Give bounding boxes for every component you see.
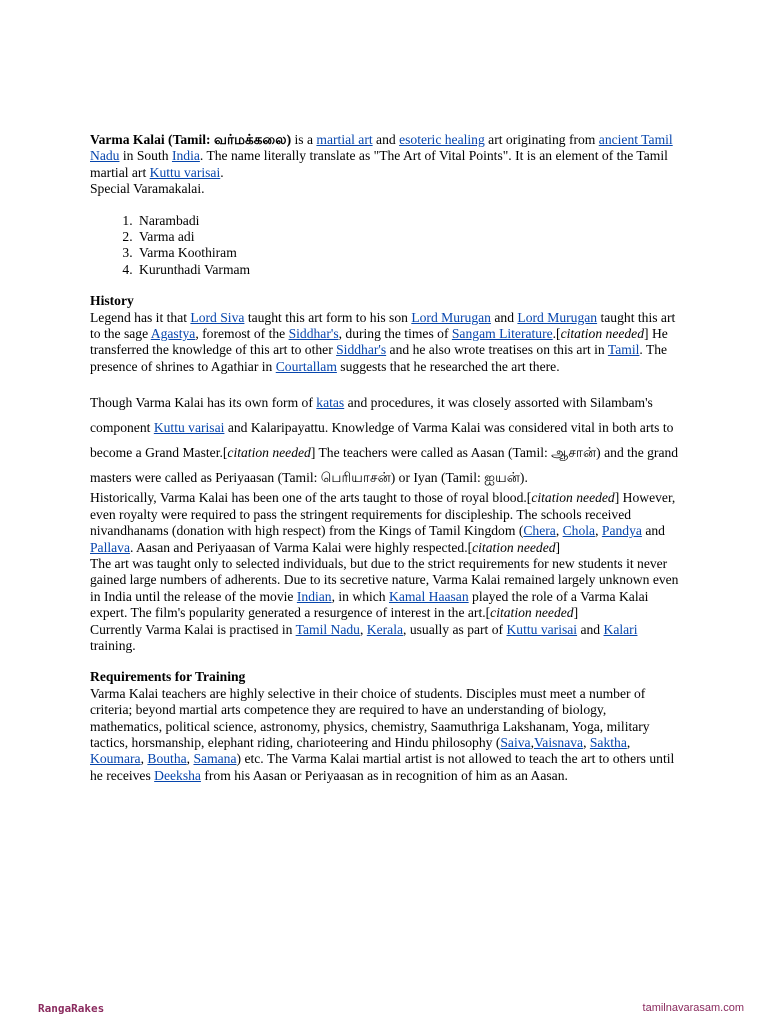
- history-paragraph-5: [90, 622, 680, 655]
- text: ) etc. The Varma Kalai martial artist is not allowed to teach the art to others until he receives: [90, 751, 675, 783]
- history-paragraph-3: [90, 490, 680, 556]
- list-item: 1. Narambadi: [136, 213, 680, 229]
- text: , during the times of: [338, 326, 452, 342]
- link-chera[interactable]: Chera: [523, 523, 556, 539]
- text: Historically, Varma Kalai has been one of the arts taught to those of royal blood.[: [90, 490, 532, 506]
- link-lord-siva[interactable]: Lord Siva: [190, 309, 245, 325]
- history-paragraph-1: [90, 310, 680, 376]
- text: and: [577, 621, 604, 637]
- footer-site: tamilnavarasam.com: [642, 1002, 744, 1014]
- link-siddhars-2[interactable]: Siddhar's: [336, 342, 387, 358]
- link-kamal-haasan[interactable]: Kamal Haasan: [389, 588, 469, 604]
- link-indian[interactable]: Indian: [296, 588, 332, 604]
- link-sangam-literature[interactable]: Sangam Literature: [451, 326, 553, 342]
- text: training.: [90, 637, 136, 653]
- document-body: [90, 132, 680, 784]
- text: ]: [573, 605, 579, 621]
- link-katas[interactable]: katas: [316, 395, 345, 411]
- link-india[interactable]: India: [171, 148, 200, 164]
- text: is a: [291, 132, 317, 147]
- text: , usually as part of: [403, 621, 507, 637]
- list-item: 4. Kurunthadi Varmam: [136, 262, 680, 278]
- text: taught this art to the sage: [90, 309, 676, 342]
- article-title: Varma Kalai (Tamil: வர்மக்கலை): [90, 132, 292, 147]
- text: ,: [595, 523, 602, 539]
- link-kuttu-varisai[interactable]: Kuttu varisai: [149, 164, 221, 180]
- list-item: 3. Varma Koothiram: [136, 245, 680, 261]
- text: suggests that he researched the art there.: [336, 358, 560, 374]
- text: .[: [552, 326, 561, 342]
- text: ] He transferred the knowledge of this art to other: [90, 326, 668, 358]
- link-boutha[interactable]: Boutha: [147, 751, 187, 767]
- citation-needed: citation needed: [531, 490, 615, 506]
- text: Legend has it that: [90, 309, 191, 325]
- link-lord-murugan-2[interactable]: Lord Murugan: [517, 309, 598, 325]
- citation-needed: citation needed: [227, 445, 311, 461]
- text: and: [490, 309, 518, 325]
- citation-needed: citation needed: [472, 539, 556, 555]
- link-koumara[interactable]: Koumara: [90, 751, 141, 767]
- text: Currently Varma Kalai is practised in: [90, 621, 296, 637]
- text: played the role of a Varma Kalai expert. The film's popularity generated a resurgence of interest in the art.[: [90, 588, 649, 621]
- link-chola[interactable]: Chola: [562, 523, 596, 539]
- text: and: [372, 132, 400, 147]
- text: from his Aasan or Periyaasan as in recognition of him as an Aasan.: [200, 767, 568, 783]
- citation-needed: citation needed: [490, 605, 574, 621]
- text: The art was taught only to selected individuals, but due to the strict requirements for new students it never gained large numbers of adherents. Due to its secretive nature, Varma Kalai remained largely unknown even in India until the release of the movie: [90, 555, 679, 604]
- link-kuttu-varisai-3[interactable]: Kuttu varisai: [506, 621, 578, 637]
- text: ]: [555, 539, 561, 555]
- text: Though Varma Kalai has its own form of: [90, 395, 317, 411]
- text: and he also wrote treatises on this art in: [386, 342, 608, 358]
- link-kuttu-varisai-2[interactable]: Kuttu varisai: [153, 420, 225, 436]
- link-tamil-nadu[interactable]: Tamil Nadu: [295, 621, 360, 637]
- text: .: [220, 164, 224, 180]
- link-saiva[interactable]: Saiva: [500, 734, 531, 750]
- text: . The name literally translate as "The Art of Vital Points". It is an element of the Tamil martial art: [90, 148, 668, 180]
- text: in South: [119, 148, 172, 164]
- text: . The presence of shrines to Agathiar in: [90, 342, 668, 374]
- varma-list: [90, 213, 680, 279]
- link-kerala[interactable]: Kerala: [366, 621, 404, 637]
- link-kalari[interactable]: Kalari: [603, 621, 638, 637]
- text: and Kalaripayattu. Knowledge of Varma Kalai was considered vital in both arts to become a Grand Master.[: [90, 420, 674, 461]
- link-deeksha[interactable]: Deeksha: [154, 767, 201, 783]
- link-siddhars[interactable]: Siddhar's: [288, 326, 339, 342]
- history-paragraph-4: [90, 556, 680, 622]
- text: ] The teachers were called as Aasan (Tamil: ஆசான்) and the grand masters were called as Periyaasan (Tamil: பெரியாசன்) or Iyan (Tamil: ஐயன்).: [90, 445, 679, 486]
- text: , foremost of the: [195, 326, 289, 342]
- special-line: Special Varamakalai.: [90, 181, 205, 197]
- text: ,: [555, 523, 563, 539]
- citation-needed: citation needed: [560, 326, 645, 342]
- link-esoteric-healing[interactable]: esoteric healing: [399, 132, 485, 147]
- text: ,: [359, 621, 367, 637]
- text: art originating from: [484, 132, 599, 147]
- training-heading: Requirements for Training: [90, 669, 246, 685]
- list-item: 2. Varma adi: [136, 229, 680, 245]
- link-agastya[interactable]: Agastya: [150, 326, 196, 342]
- text: ] However, even royalty were required to pass the stringent requirements for discipleship. The schools received nivandhanams (donation with high respect) from the Kings of Tamil Kingdom (: [90, 490, 676, 539]
- link-samana[interactable]: Samana: [193, 751, 237, 767]
- training-paragraph: Varma Kalai teachers are highly selective in their choice of students. Disciples must meet a number of criteria; beyond martial arts competence they are required to have an understanding of biology, mathematics, political science, astronomy, physics, chemistry, Saamuthriga Lakshanam, Yoga, military tactics, horsmanship, elephant riding, charioteering and Hindu philosophy (Saiva,Vaisnava, Saktha, Koumara, Boutha, Samana) etc. The Varma Kalai martial artist is not allowed to teach the art to others until he receives Deeksha from his Aasan or Periyaasan as in recognition of him as an Aasan.: [90, 685, 675, 783]
- link-ancient-tamil-nadu[interactable]: ancient Tamil Nadu: [90, 132, 673, 164]
- link-tamil[interactable]: Tamil: [607, 342, 640, 358]
- history-heading: History: [90, 293, 134, 309]
- intro-paragraph: [90, 132, 680, 181]
- text: Varma Kalai teachers are highly selective in their choice of students. Disciples must meet a number of criteria; beyond martial arts competence they are required to have an understanding of biology, mathematics, political science, astronomy, physics, chemistry, Saamuthriga Lakshanam, Yoga, military tactics, horsmanship, elephant riding, charioteering and Hindu philosophy (: [90, 685, 650, 750]
- link-vaisnava[interactable]: Vaisnava: [533, 734, 584, 750]
- text: and: [641, 523, 665, 539]
- text: taught this art form to his son: [244, 309, 412, 325]
- text: and procedures, it was closely assorted with Silambam's component: [90, 395, 653, 436]
- link-pandya[interactable]: Pandya: [601, 523, 642, 539]
- link-lord-murugan[interactable]: Lord Murugan: [411, 309, 491, 325]
- link-pallava[interactable]: Pallava: [90, 539, 131, 555]
- link-saktha[interactable]: Saktha: [589, 734, 627, 750]
- link-martial-art[interactable]: martial art: [316, 132, 373, 147]
- text: . Aasan and Periyaasan of Varma Kalai were highly respected.[: [130, 539, 473, 555]
- history-paragraph-2: [90, 390, 680, 490]
- link-courtallam[interactable]: Courtallam: [275, 358, 337, 374]
- footer-author: RangaRakes: [38, 1002, 105, 1015]
- text: , in which: [331, 588, 389, 604]
